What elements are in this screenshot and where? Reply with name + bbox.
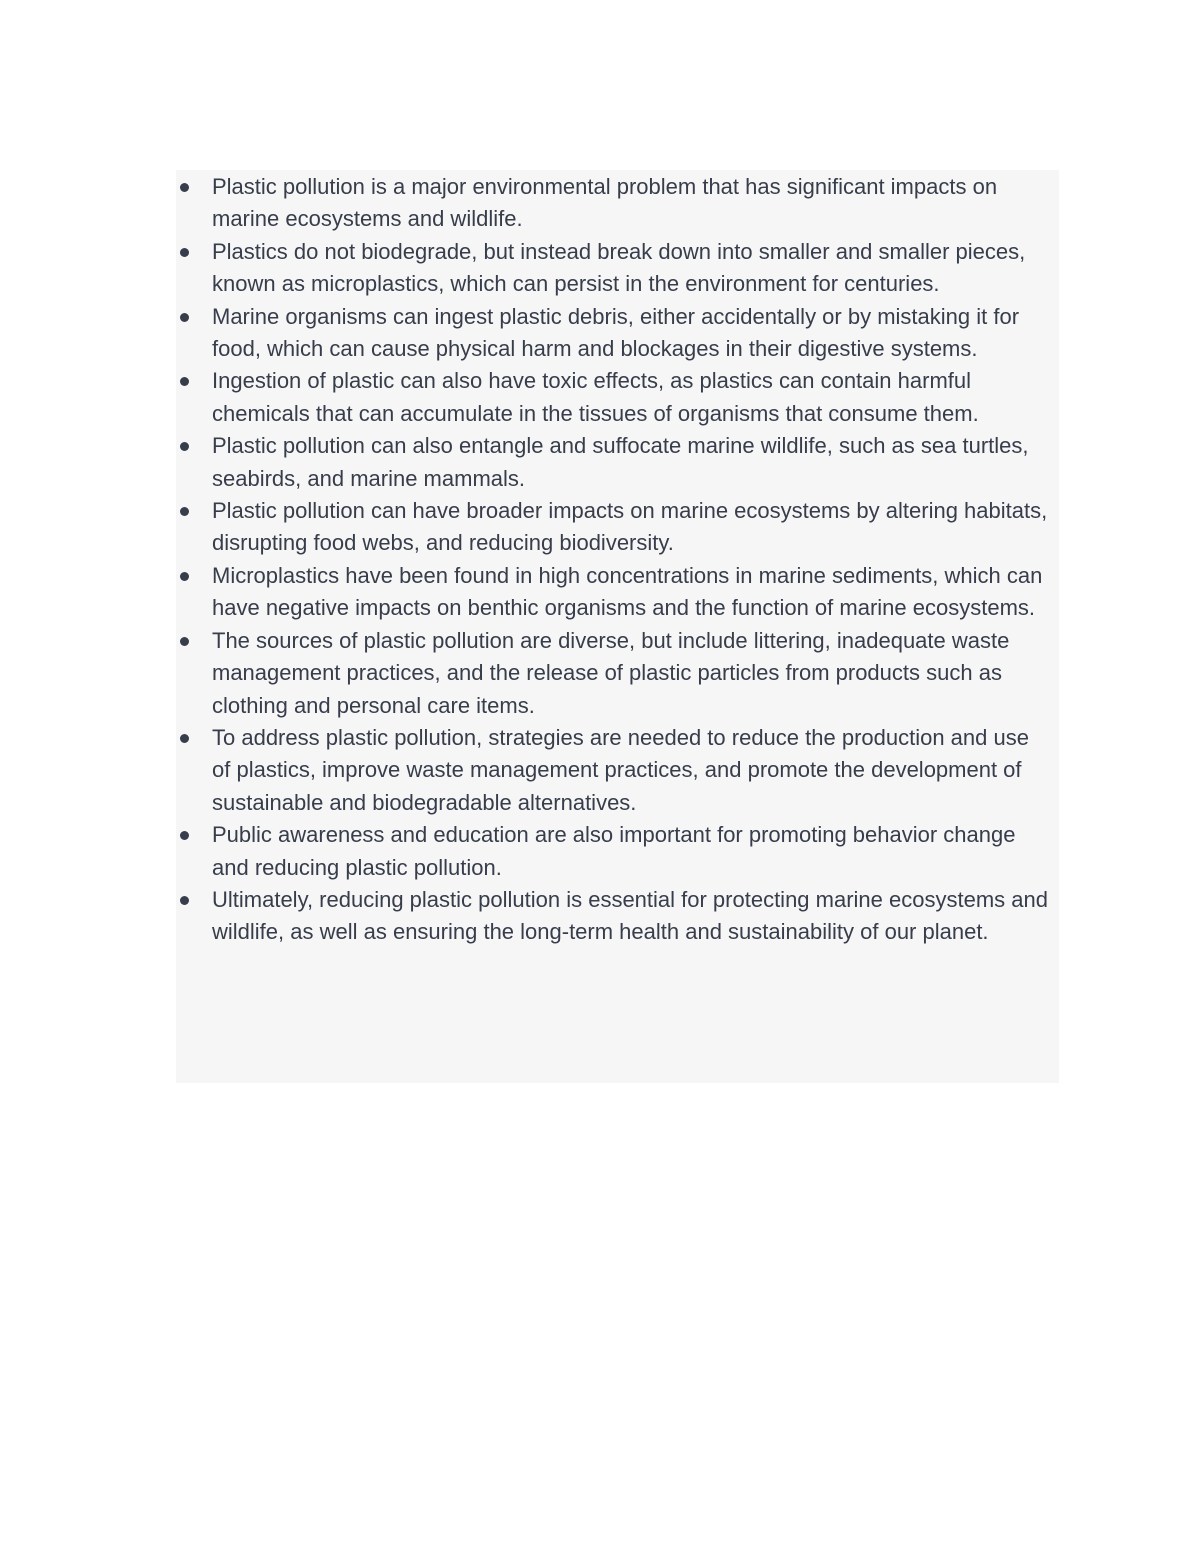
bullet-list-block — [176, 170, 1059, 1083]
list-item — [176, 722, 1059, 819]
list-item-text: To address plastic pollution, strategies are needed to reduce the production and use of plastics, improve waste management practices, and promote the development of sustainable and biodegradable alternatives. — [212, 724, 1029, 815]
bullet-icon — [180, 896, 189, 905]
list-item — [176, 236, 1059, 301]
list-item-text: The sources of plastic pollution are diverse, but include littering, inadequate waste management practices, and the release of plastic particles from products such as clothing and personal care items. — [212, 627, 1010, 718]
bullet-icon — [180, 831, 189, 840]
bullet-list — [176, 171, 1059, 949]
list-item — [176, 171, 1059, 236]
bullet-icon — [180, 377, 189, 386]
bullet-icon — [180, 637, 189, 646]
list-item-text: Ingestion of plastic can also have toxic effects, as plastics can contain harmful chemicals that can accumulate in the tissues of organisms that consume them. — [212, 368, 979, 426]
list-item — [176, 495, 1059, 560]
bullet-icon — [180, 507, 189, 516]
bullet-icon — [180, 183, 189, 192]
list-item — [176, 819, 1059, 884]
list-item — [176, 365, 1059, 430]
list-item-text: Ultimately, reducing plastic pollution is essential for protecting marine ecosystems and wildlife, as well as ensuring the long-term health and sustainability of our planet. — [212, 886, 1048, 945]
list-item-text: Microplastics have been found in high concentrations in marine sediments, which can have negative impacts on benthic organisms and the function of marine ecosystems. — [212, 562, 1043, 621]
list-item-text: Plastic pollution can have broader impacts on marine ecosystems by altering habitats, disrupting food webs, and reducing biodiversity. — [212, 498, 1048, 556]
list-item-text: Plastics do not biodegrade, but instead break down into smaller and smaller pieces, known as microplastics, which can persist in the environment for centuries. — [212, 238, 1026, 297]
list-item — [176, 301, 1059, 366]
list-item-text: Plastic pollution is a major environmental problem that has significant impacts on marine ecosystems and wildlife. — [212, 174, 998, 232]
list-item-text: Marine organisms can ingest plastic debris, either accidentally or by mistaking it for food, which can cause physical harm and blockages in their digestive systems. — [212, 303, 1020, 362]
bullet-icon — [180, 313, 189, 322]
bullet-icon — [180, 248, 189, 257]
list-item — [176, 884, 1059, 949]
bullet-icon — [180, 442, 189, 451]
list-item — [176, 625, 1059, 722]
list-item-text: Plastic pollution can also entangle and suffocate marine wildlife, such as sea turtles, seabirds, and marine mammals. — [212, 433, 1029, 491]
list-item — [176, 560, 1059, 625]
list-item — [176, 430, 1059, 495]
bullet-icon — [180, 572, 189, 581]
bullet-icon — [180, 734, 189, 743]
list-item-text: Public awareness and education are also important for promoting behavior change and reducing plastic pollution. — [212, 822, 1016, 880]
